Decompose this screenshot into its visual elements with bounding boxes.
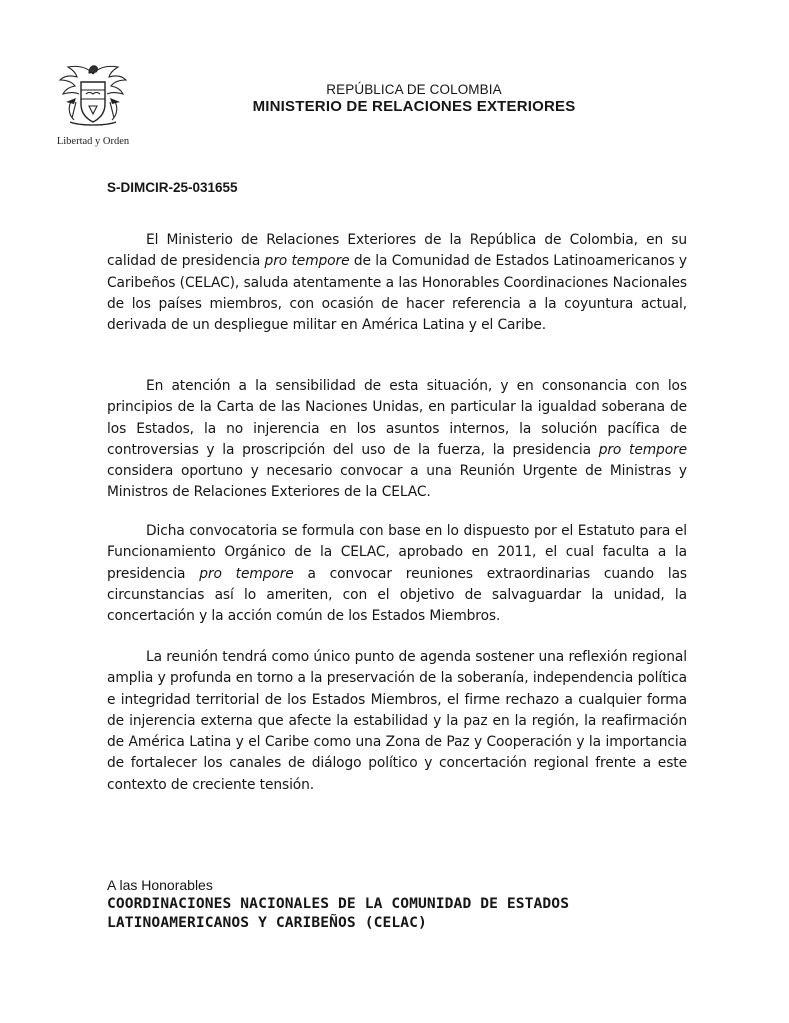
addressee-line: COORDINACIONES NACIONALES DE LA COMUNIDAD DE ESTADOS <box>107 895 570 912</box>
addressee-line: LATINOAMERICANOS Y CARIBEÑOS (CELAC) <box>107 914 427 931</box>
paragraph-text: de la Comunidad de Estados Latinoamericanos y Caribeños (CELAC), saluda atentamente a las Honorables Coordinaciones Nacionales de los países miembros, con ocasión de hacer referencia a la coyuntura actual, derivada de un despliegue militar en América Latina y el Caribe. <box>107 253 687 334</box>
paragraph-text: a convocar reuniones extraordinarias cuando las circunstancias así lo ameriten, con el objetivo de salvaguardar la unidad, la concertación y la acción común de los Estados Miembros. <box>107 565 688 625</box>
country-name: REPÚBLICA DE COLOMBIA <box>326 82 502 97</box>
salutation: A las Honorables <box>107 877 213 893</box>
letterhead-header <box>200 82 628 116</box>
italic-term: pro tempore <box>264 253 350 270</box>
paragraph-text: El Ministerio de Relaciones Exteriores de la República de Colombia, en su calidad de presidencia <box>107 232 687 270</box>
paragraph-text: Dicha convocatoria se formula con base en lo dispuesto por el Estatuto para el Funcionamiento Orgánico de la CELAC, aprobado en 2011, el cual faculta a la presidencia <box>107 523 687 582</box>
paragraph-4 <box>107 647 687 796</box>
seal-motto: Libertad y Orden <box>56 136 130 147</box>
recipient-block <box>107 877 707 932</box>
paragraph-text: La reunión tendrá como único punto de agenda sostener una reflexión regional amplia y profunda en torno a la preservación de la soberanía, independencia política e integridad territorial de los Estados Miembros, el firme rechazo a cualquier forma de injerencia externa que afecte la estabilidad y la paz en la región, la reafirmación de América Latina y el Caribe como una Zona de Paz y Cooperación y la importancia de fortalecer los canales de diálogo político y concertación regional frente a este contexto de creciente tensión. <box>107 649 687 793</box>
paragraph-text: En atención a la sensibilidad de esta situación, y en consonancia con los principios de la Carta de las Naciones Unidas, en particular la igualdad soberana de los Estados, la no injerencia en los asuntos internos, la solución pacífica de controversias y la proscripción del uso de la fuerza, la presidencia <box>107 378 687 458</box>
coat-of-arms <box>54 60 132 150</box>
ministry-name: MINISTERIO DE RELACIONES EXTERIORES <box>252 98 576 115</box>
document-reference: S-DIMCIR-25-031655 <box>107 180 238 195</box>
paragraph-1 <box>107 230 687 336</box>
paragraph-3 <box>107 521 687 627</box>
paragraph-2 <box>107 376 687 504</box>
paragraph-text: considera oportuno y necesario convocar a una Reunión Urgente de Ministras y Ministros de Relaciones Exteriores de la CELAC. <box>107 463 687 501</box>
italic-term: pro tempore <box>598 441 688 458</box>
condor-shield-icon <box>54 60 132 130</box>
italic-term: pro tempore <box>199 565 294 582</box>
